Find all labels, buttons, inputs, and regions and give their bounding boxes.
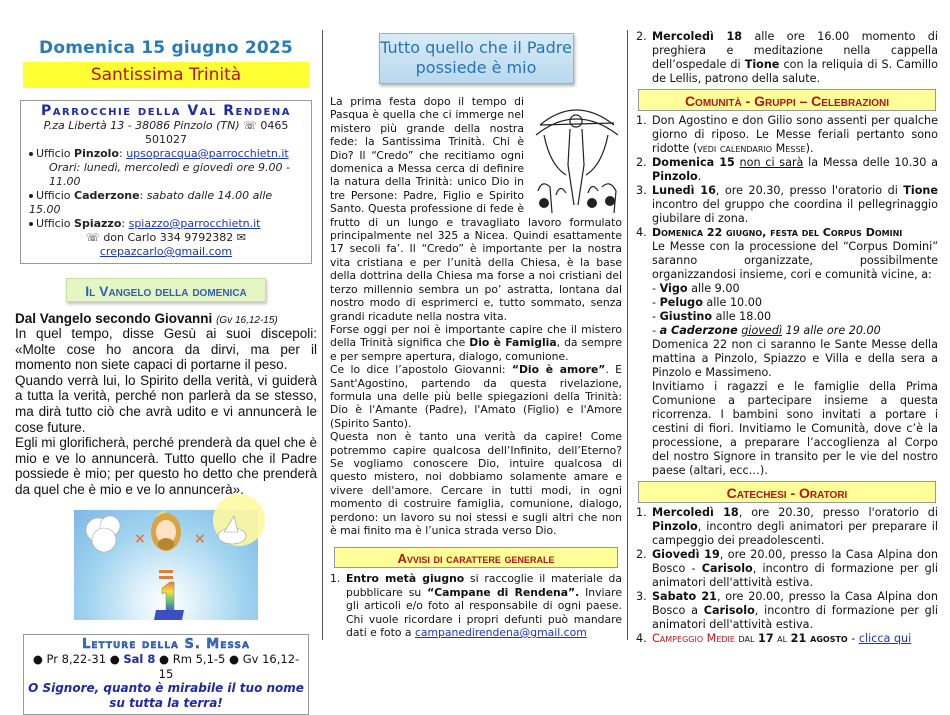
gospel-text: In quel tempo, disse Gesù ai suoi discepoli: «Molte cose ho ancora da dirvi, ma per il momento non siete capaci di portarne il peso. Quando verrà lui, lo Spirito della verità, vi guiderà a tutta la verità, perché non parlerà da se stesso, ma dirà tutto ciò che avrà udito e vi annuncerà le cose future. Egli mi glorificherà, perché prenderà da quel che è mio e ve lo annuncerà. Tutto quello che il Padre possiede è mio; per questo ho detto che prenderà da quel che è mio e ve lo annuncerà». xyxy=(15,326,317,497)
catechesis-list xyxy=(636,506,938,646)
telephone-icon: ☏ xyxy=(86,231,100,244)
readings-box xyxy=(23,634,309,715)
bullet-icon: ● xyxy=(32,652,43,667)
gospel-source: Dal Vangelo secondo Giovanni (Gv 16,12-15) xyxy=(15,311,278,326)
gospel-section-title: Il Vangelo della domenica xyxy=(66,278,266,302)
bulletin-date: Domenica 15 giugno 2025 xyxy=(39,38,293,58)
general-notices-title: Avvisi di carattere generale xyxy=(334,547,618,568)
article-title: Tutto quello che il Padre possiede è mio xyxy=(379,33,574,84)
list-item: 3. Lunedì 16, ore 20.30, presso l'oratorio di Tione incontro del gruppo che coordina il pellegrinaggio giubilare di zona. xyxy=(636,184,938,225)
list-item: 1. Mercoledì 18, ore 20.30, presso l'oratorio di Pinzolo, incontro degli animatori per preparare il campeggio dei preadolescenti. xyxy=(636,506,938,547)
trinity-illustration-svg xyxy=(74,510,258,620)
list-item: 4. Domenica 22 giugno, festa del Corpus Domini Le Messe con la processione del “Corpus Domini” saranno organizzate, possibilmente organizzandosi insieme, cori e comunità vicine, a: - Vigo alle 9.00 - Pelugo alle 10.00 - Giustino alle 18.00 - a Caderzone giovedì 19 alle ore 20.00 Domenica 22 non ci saranno le Sante Messe della mattina a Pinzolo, Spiazzo e Villa e della sera a Pinzolo e Massimeno. Invitiamo i ragazzi e le famiglie della Prima Comunione a partecipare insieme a questa ricorrenza. I bambini sono invitati a portare i cestini di fiori. Invitiamo le Comunità, dove c’è la processione, a preparare l’accoglienza al Corpo del nostro Signore in transito per le vie del nostro paese (altari, ecc…). xyxy=(636,226,938,477)
bullet-icon xyxy=(29,222,33,226)
community-list xyxy=(636,114,938,478)
column-divider xyxy=(627,30,628,640)
article-body: La prima festa dopo il tempo di Pasqua è quella che ci immerge nel mistero più grande della nostra fede: la Santissima Trinità. Chi è Dio? Il “Credo” che recitiamo ogni domenica a Messa cerca di definire la natura della Trinità: unico Dio in tre Persone: Padre, Figlio e Spirito Santo. Questa professione di fede è frutto di un lungo e travagliato lavoro formulato principalmente nel 325 a Nicea. Quindi esattamente 17 secoli fa’. Il “Credo” è importante per la nostra vita cristiana e per l’unità della Chiesa, è la base della dottrina della Chiesa ma forse a noi cristiani del terzo millennio sembra un po’ astratta, lontana dal nostro modo di esprimerci e, tutto sommato, senza grandi ricadute nella nostra vita. Forse oggi per noi è importante capire che il mistero della Trinità significa che Dio è Famiglia, da sempre e per sempre apertura, dialogo, comunione. Ce lo dice l’apostolo Giovanni: “Dio è amore”. E Sant'Agostino, partendo da questa rivelazione, formula una delle più belle spiegazioni della Trinità: Dio è l'Amante (Padre), l'Amato (Figlio) e l'Amore (Spirito Santo). Questa non è tanto una verità da capire! Come potremmo capire qualcosa dell’Infinito, dell’Eterno? Se vogliamo conoscere Dio, intuire qualcosa di questo mistero, noi dobbiamo solamente amare e vivere dell'amore. Cercare in tutti modi, in ogni momento di costruire famiglia, comunione, dialogo, perdono: un lavoro su noi stessi e sugli altri che non è mai finito ma è l’unica strada verso Dio. xyxy=(330,95,622,537)
cloud-father-icon xyxy=(86,516,120,552)
list-item: 3. Sabato 21, ore 20.00, presso la Casa Alpina don Bosco a Carisolo, incontro di formazione per gli animatori dell'attività estiva. xyxy=(636,590,938,631)
corpus-domini-heading: Domenica 22 giugno, festa del Corpus Domini xyxy=(652,226,903,239)
feast-title: Santissima Trinità xyxy=(23,62,309,88)
general-notices-list-continued xyxy=(636,30,938,86)
column-divider xyxy=(322,30,323,640)
readings-refs: ● Pr 8,22-31 ● Sal 8 ● Rm 5,1-5 ● Gv 16,12-15 xyxy=(32,652,300,681)
bullet-icon xyxy=(29,194,33,198)
priest-contact: ☏ don Carlo 334 9792382 ✉ crepazcarlo@gmail.com xyxy=(86,231,246,258)
email-link[interactable]: upsopracqua@parrocchietn.it xyxy=(126,147,289,160)
rainbow-one-icon xyxy=(154,582,184,620)
middle-column xyxy=(330,30,622,639)
bullet-icon: ● xyxy=(159,652,170,667)
psalm-response: O Signore, quanto è mirabile il tuo nome su tutta la terra! xyxy=(28,681,304,710)
office-spiazzo: Ufficio Spiazzo: spiazzo@parrocchietn.it xyxy=(25,217,307,231)
times-icon: × xyxy=(194,530,206,547)
procession-place: - Pelugo alle 10.00 xyxy=(652,296,762,309)
email-link[interactable]: campanedirendena@gmail.com xyxy=(414,626,587,640)
office-caderzone: Ufficio Caderzone: sabato dalle 14.00 alle 15.00 xyxy=(29,189,273,216)
email-link[interactable]: crepazcarlo@gmail.com xyxy=(99,245,233,258)
bullet-icon: ● xyxy=(109,652,120,667)
list-item: 1. Don Agostino e don Gilio sono assenti per qualche giorno di riposo. Le Messe feriali pertanto sono ridotte (vedi calendario Messe). xyxy=(636,114,938,155)
camp-title: Campeggio Medie xyxy=(652,632,735,645)
readings-title: Letture della S. Messa xyxy=(82,636,250,652)
email-link[interactable]: spiazzo@parrocchietn.it xyxy=(128,217,261,230)
article-paragraph: Forse oggi per noi è importante capire che il mistero della Trinità significa che Dio è Famiglia, da sempre e per sempre apertura, dialogo, comunione. xyxy=(330,322,622,363)
parish-phone: 0465 501027 xyxy=(145,119,289,146)
list-item: 4. Campeggio Medie dal 17 al 21 agosto - clicca qui xyxy=(636,632,912,645)
crucifix-drawing xyxy=(530,95,622,213)
list-item: 2. Domenica 15 non ci sarà la Messa delle 10.30 a Pinzolo. xyxy=(636,156,938,183)
community-section-title: Comunità - Gruppi – Celebrazioni xyxy=(638,89,936,111)
parish-address: P.za Libertà 13 - 38086 Pinzolo (TN) ☏ 0465 501027 xyxy=(43,119,289,146)
bullet-icon: ● xyxy=(229,652,240,667)
left-column xyxy=(15,30,317,715)
office-hours: Orari: lunedì, mercoledì e giovedì ore 9.00 - 11.00 xyxy=(49,161,290,188)
equals-icon xyxy=(159,570,173,573)
procession-place: - Vigo alle 9.00 xyxy=(652,282,740,295)
parish-info-box xyxy=(20,100,312,264)
camp-link[interactable]: clicca qui xyxy=(858,632,912,645)
bullet-icon xyxy=(29,152,33,156)
telephone-icon: ☏ xyxy=(243,119,257,132)
procession-place: - Giustino alle 18.00 xyxy=(652,310,772,323)
parish-title: Parrocchie della Val Rendena xyxy=(41,103,291,119)
procession-place: - a Caderzone giovedì 19 alle ore 20.00 xyxy=(652,324,881,337)
jesus-face-icon xyxy=(151,513,181,551)
times-icon: × xyxy=(134,530,146,547)
envelope-icon: ✉ xyxy=(236,231,246,244)
office-pinzolo: Ufficio Pinzolo: upsopracqua@parrocchietn.it xyxy=(25,147,307,161)
catechesis-section-title: Catechesi - Oratori xyxy=(638,481,936,503)
trinity-illustration xyxy=(74,510,258,620)
list-item: 2. Giovedì 19, ore 20.00, presso la Casa Alpina don Bosco - Carisolo, incontro di formazione per gli animatori dell'attività estiva. xyxy=(636,548,938,589)
right-column xyxy=(636,30,938,646)
article-paragraph: Ce lo dice l’apostolo Giovanni: “Dio è amore”. E Sant'Agostino, partendo da questa rivelazione, formula una delle più belle spiegazioni della Trinità: Dio è l'Amante (Padre), l'Amato (Figlio) e l'Amore (Spirito Santo). xyxy=(330,363,622,430)
list-item: 1. Entro metà giugno si raccoglie il materiale da pubblicare su “Campane di Rendena”. Inviare gli articoli e/o foto al responsabile di ogni paese. Chi vuole ricordare i propri defunti può mandare dati e foto a campanedirendena@gmail.com xyxy=(330,572,622,640)
general-notices-list xyxy=(330,572,622,639)
list-item: 2. Mercoledì 18 alle ore 16.00 momento di preghiera e meditazione nella cappella dell’ospedale di Tione con la reliquia di S. Camillo de Lellis, patrono della salute. xyxy=(636,30,938,85)
